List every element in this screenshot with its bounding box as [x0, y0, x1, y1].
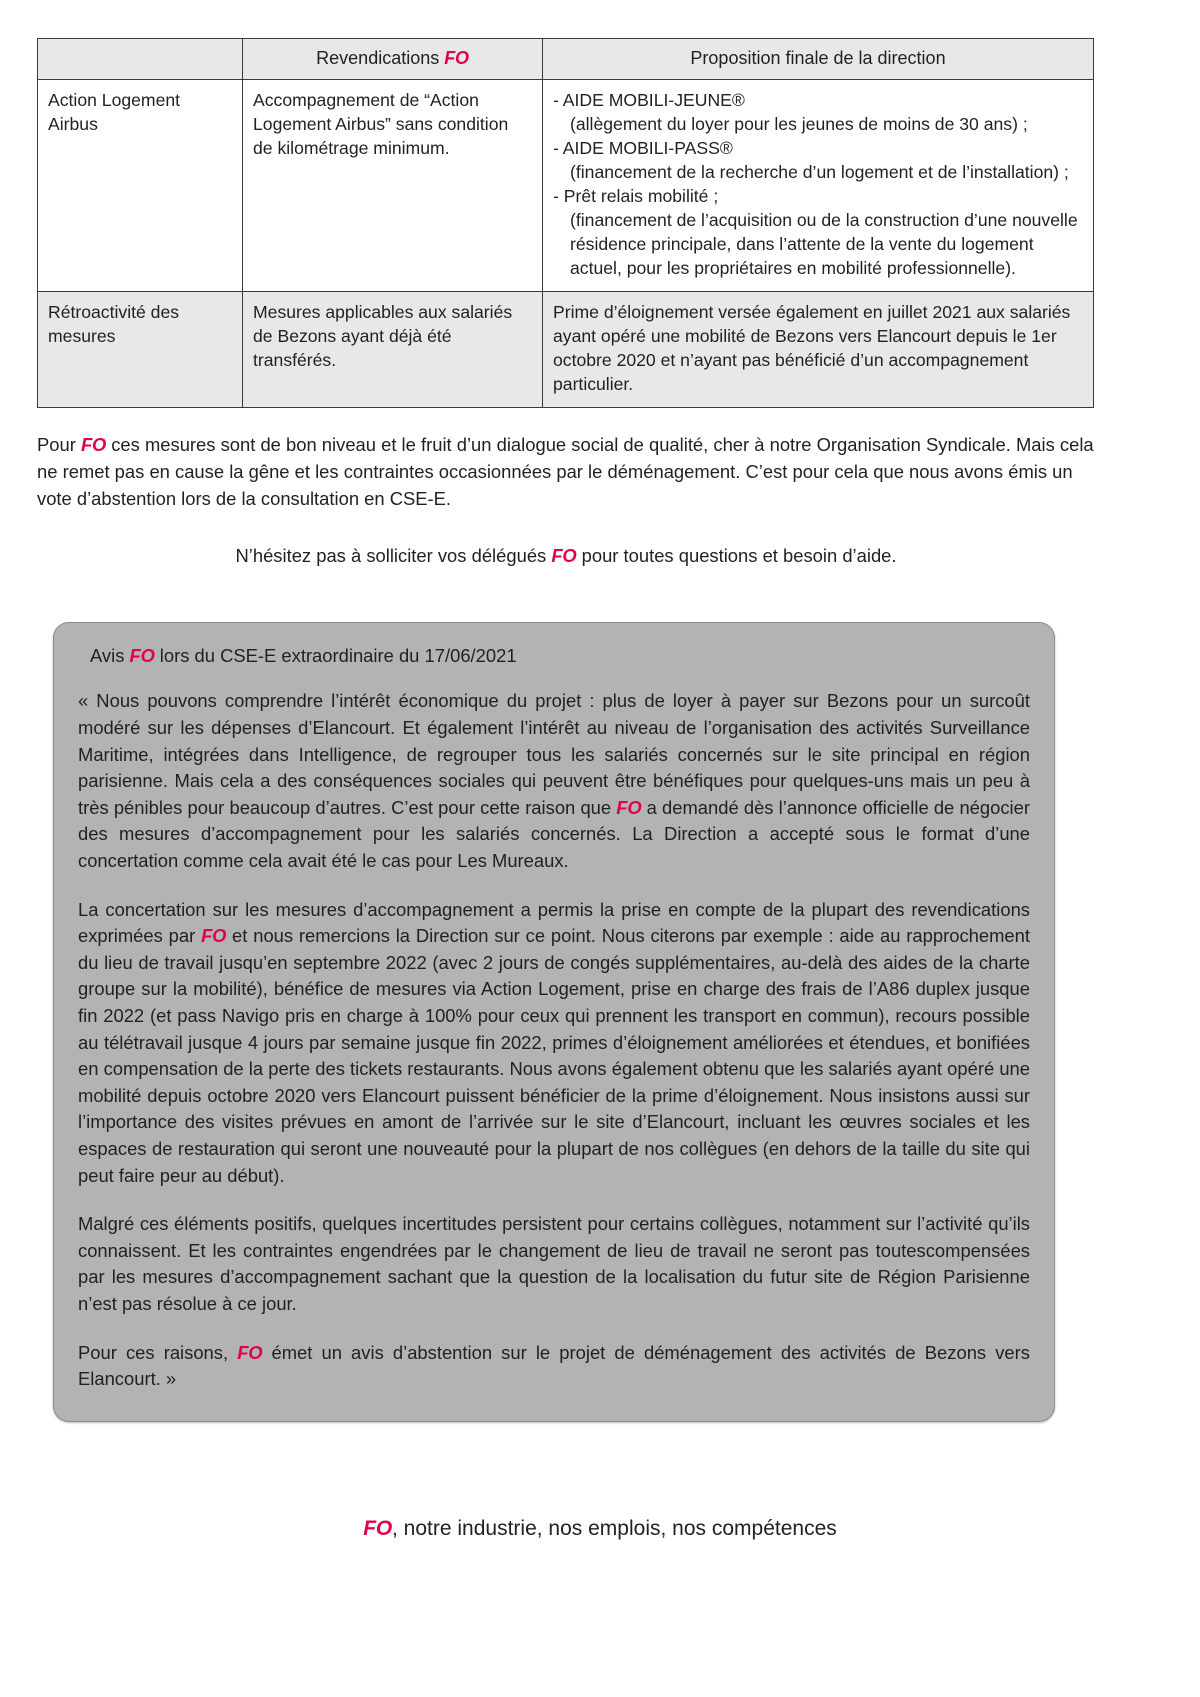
- table-header: [38, 39, 1094, 80]
- proposal-item-lead: - Prêt relais mobilité ;: [553, 186, 719, 207]
- row-claim: Accompagnement de “Action Logement Airbus” sans condition de kilométrage minimum.: [243, 80, 543, 291]
- fo-mark: FO: [616, 796, 642, 818]
- proposal-item-detail: (financement de l’acquisition ou de la construction d’une nouvelle résidence principale, dans l’attente de la vente du logement actuel, pour les propriétaires en mobilité professionnelle).: [570, 210, 1078, 278]
- table-row: [38, 291, 1094, 407]
- proposal-item-lead: - AIDE MOBILI-JEUNE®: [553, 90, 745, 111]
- fo-mark: FO: [444, 48, 469, 68]
- row-topic: Action Logement Airbus: [38, 80, 243, 291]
- fo-mark: FO: [363, 1517, 393, 1540]
- fo-mark: FO: [80, 433, 107, 455]
- intro-paragraph: [37, 431, 1095, 512]
- column-header-claims: [243, 39, 543, 80]
- text-run: Pour ces raisons,: [78, 1341, 238, 1363]
- avis-paragraph: [78, 897, 1030, 1190]
- proposal-list: [553, 89, 1083, 280]
- intro-text-lead: Pour: [37, 433, 81, 455]
- list-item: [553, 185, 1083, 281]
- table-body: [38, 80, 1094, 407]
- column-header-claims-text: Revendications: [316, 48, 445, 68]
- intro-text-body: ces mesures sont de bon niveau et le fruit d’un dialogue social de qualité, cher à notre Organisation Syndicale. Mais cela ne remet pas en cause la gêne et les contraintes occasionnées par le déménagement. C’est pour cela que nous avons émis un vote d’abstention lors de la consultation en CSE-E.: [37, 433, 1094, 509]
- row-claim: Mesures applicables aux salariés de Bezons ayant déjà été transférés.: [243, 291, 543, 407]
- proposal-item-detail: (financement de la recherche d’un logement et de l’installation) ;: [570, 162, 1069, 183]
- footer-slogan: [0, 1517, 1200, 1541]
- avis-title-lead: Avis: [90, 644, 130, 666]
- fo-mark: FO: [237, 1341, 263, 1363]
- avis-title: [90, 643, 1030, 669]
- row-proposal: [543, 80, 1094, 291]
- row-topic: Rétroactivité des mesures: [38, 291, 243, 407]
- avis-paragraph: [78, 688, 1030, 874]
- text-run: émet un avis d’abstention sur le projet de déménagement des activités de Bezons vers Elancourt. »: [78, 1341, 1030, 1390]
- avis-box: [53, 622, 1055, 1422]
- proposal-item-lead: - AIDE MOBILI-PASS®: [553, 138, 733, 159]
- footer-slogan-text: , notre industrie, nos emplois, nos compétences: [392, 1517, 837, 1540]
- table-header-row: [38, 39, 1094, 80]
- fo-mark: FO: [551, 544, 577, 566]
- list-item: [553, 137, 1083, 185]
- avis-paragraph: [78, 1211, 1030, 1317]
- column-header-proposal: Proposition finale de la direction: [543, 39, 1094, 80]
- text-run: a demandé dès l’annonce officielle de négocier des mesures d’accompagnement pour les salariés concernés. La Direction a accepté sous le format d’une concertation comme cela avait été le cas pour Les Mureaux.: [78, 796, 1030, 872]
- column-header-topic: [38, 39, 243, 80]
- avis-title-tail: lors du CSE-E extraordinaire du 17/06/2021: [154, 644, 517, 666]
- measures-table: [37, 38, 1094, 408]
- cta-text-lead: N’hésitez pas à solliciter vos délégués: [235, 544, 552, 566]
- call-to-action-line: [37, 542, 1095, 569]
- cta-text-tail: pour toutes questions et besoin d’aide.: [576, 544, 897, 566]
- fo-mark: FO: [129, 644, 155, 666]
- text-run: La concertation sur les mesures d’accompagnement a permis la prise en compte de la plupart des revendications exprimées par: [78, 898, 1030, 947]
- fo-mark: FO: [201, 925, 227, 947]
- list-item: [553, 89, 1083, 137]
- row-proposal: Prime d’éloignement versée également en juillet 2021 aux salariés ayant opéré une mobilité de Bezons vers Elancourt depuis le 1er octobre 2020 et n’ayant pas bénéficié d’un accompagnement particulier.: [543, 291, 1094, 407]
- text-run: Malgré ces éléments positifs, quelques incertitudes persistent pour certains collègues, notamment sur l’activité qu’ils connaissent. Et les contraintes engendrées par le changement de lieu de travail ne seront pas toutescompensées par les mesures d’accompagnement sachant que la question de la localisation du futur site de Région Parisienne n’est pas résolue à ce jour.: [78, 1213, 1030, 1314]
- table-row: [38, 80, 1094, 291]
- text-run: « Nous pouvons comprendre l’intérêt économique du projet : plus de loyer à payer sur Bezons pour un surcoût modéré sur les dépenses d’Elancourt. Et également l’intérêt au niveau de l’organisation des activités Surveillance Maritime, intégrées dans Intelligence, de regrouper tous les salariés concernés sur le site principal en région parisienne. Mais cela a des conséquences sociales qui peuvent être bénéfiques pour quelques-uns mais un peu à très pénibles pour beaucoup d’autres. C’est pour cette raison que: [78, 690, 1030, 818]
- text-run: et nous remercions la Direction sur ce point. Nous citerons par exemple : aide au rapprochement du lieu de travail jusqu’en septembre 2022 (avec 2 jours de congés supplémentaires, au-delà des aides de la charte groupe sur la mobilité), bénéfice de mesures via Action Logement, prise en charge des frais de l’A86 duplex jusque fin 2022 (et pass Navigo pris en charge à 100% pour ceux qui prennent les transport en commun), recours possible au télétravail jusque 4 jours par semaine jusque fin 2022, primes d’éloignement améliorées et étendues, et bonifiées en compensation de la perte des tickets restaurants. Nous avons également obtenu que les salariés ayant opéré une mobilité depuis octobre 2020 vers Elancourt puissent bénéficier de la prime d’éloignement. Nous insistons aussi sur l’importance des visites prévues en amont de l’arrivée sur le site d’Elancourt, incluant les œuvres sociales et les espaces de restauration qui seront une nouveauté pour la plupart de nos collègues (en dehors de la taille du site qui peut faire peur au début).: [78, 925, 1030, 1186]
- proposal-item-detail: (allègement du loyer pour les jeunes de moins de 30 ans) ;: [570, 114, 1028, 135]
- avis-paragraph: [78, 1340, 1030, 1393]
